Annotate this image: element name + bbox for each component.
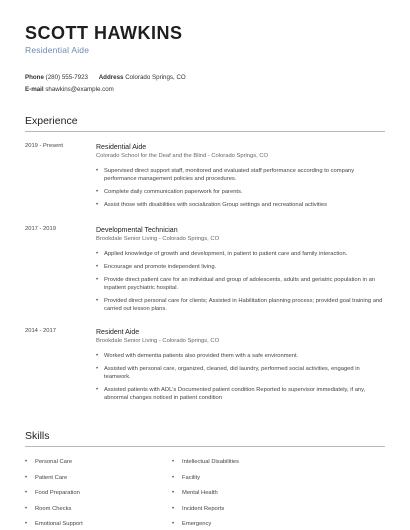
- job-bullet: • Supervised direct support staff, monitored and evaluated staff performance according to company performance management policies and procedures.: [96, 167, 385, 183]
- email-label: E-mail: [25, 86, 44, 93]
- job-company: Brookdale Senior Living - Colorado Springs, CO: [96, 236, 220, 242]
- skills-column-left: [25, 458, 83, 530]
- job-bullets: [96, 352, 385, 402]
- address-label: Address: [98, 74, 124, 81]
- candidate-title: Residential Aide: [25, 45, 90, 55]
- phone-label: Phone: [25, 74, 44, 81]
- email-value[interactable]: shawkins@example.com: [45, 86, 114, 93]
- job-bullet: • Assisted with personal care, organized, cleaned, did laundry, performed social activities, engaged in teamwork.: [96, 365, 385, 381]
- resume-header: [25, 22, 183, 55]
- phone-value: (280) 555-7923: [45, 74, 88, 81]
- job-bullet: • Applied knowledge of growth and development, in patient to patient care and family interaction.: [96, 250, 385, 258]
- job-date: 2014 - 2017: [25, 328, 56, 334]
- candidate-name: SCOTT HAWKINS: [25, 23, 183, 43]
- skill-item: • Room Checks: [25, 505, 83, 521]
- skills-heading: Skills: [25, 430, 50, 442]
- skill-item: • Intellectual Disabilities: [172, 458, 239, 474]
- contact-line-2: [25, 86, 114, 93]
- job-company: Colorado School for the Deaf and the Blind - Colorado Springs, CO: [96, 153, 269, 159]
- address-value: Colorado Springs, CO: [125, 74, 186, 81]
- skill-item: • Food Preparation: [25, 489, 83, 505]
- job-bullet: • Assisted patients with ADL's Documented patient condition Reported to supervisor immediately, if any, abnormal changes noticed in patient condition: [96, 386, 385, 402]
- job-date: 2019 - Present: [25, 143, 64, 149]
- skill-item: • Mental Health: [172, 489, 239, 505]
- skill-item: • Patient Care: [25, 474, 83, 490]
- job-title: Resident Aide: [96, 329, 140, 336]
- skill-item: • Emergency: [172, 520, 239, 530]
- skill-item: • Emotional Support: [25, 520, 83, 530]
- job-bullet: • Provide direct patient care for an individual and group of adolescents, adults and geriatric population in an inpatient psychiatric hospital.: [96, 276, 385, 292]
- experience-heading: Experience: [25, 115, 78, 127]
- job-bullet: • Worked with dementia patients also provided them with a safe environment.: [96, 352, 385, 360]
- job-bullets: [96, 250, 385, 313]
- experience-divider: [25, 131, 385, 132]
- skills-divider: [25, 446, 385, 447]
- job-bullet: • Provided direct personal care for clients; Assisted in Habilitation planning process; provided goal training and carried out lesson plans.: [96, 297, 385, 313]
- job-bullet: • Complete daily communication paperwork for parents.: [96, 188, 385, 196]
- job-title: Developmental Technician: [96, 227, 178, 234]
- job-bullets: [96, 167, 385, 209]
- job-date: 2017 - 2019: [25, 226, 56, 232]
- skill-item: • Facility: [172, 474, 239, 490]
- job-bullet: • Encourage and promote independent living.: [96, 263, 385, 271]
- contact-line-1: [25, 74, 186, 81]
- job-bullet: • Assist those with disabilities with socialization Group settings and recreational activities: [96, 201, 385, 209]
- job-company: Brookdale Senior Living - Colorado Springs, CO: [96, 338, 220, 344]
- skill-item: • Incident Reports: [172, 505, 239, 521]
- skill-item: • Personal Care: [25, 458, 83, 474]
- skills-column-right: [172, 458, 239, 530]
- job-title: Residential Aide: [96, 144, 147, 151]
